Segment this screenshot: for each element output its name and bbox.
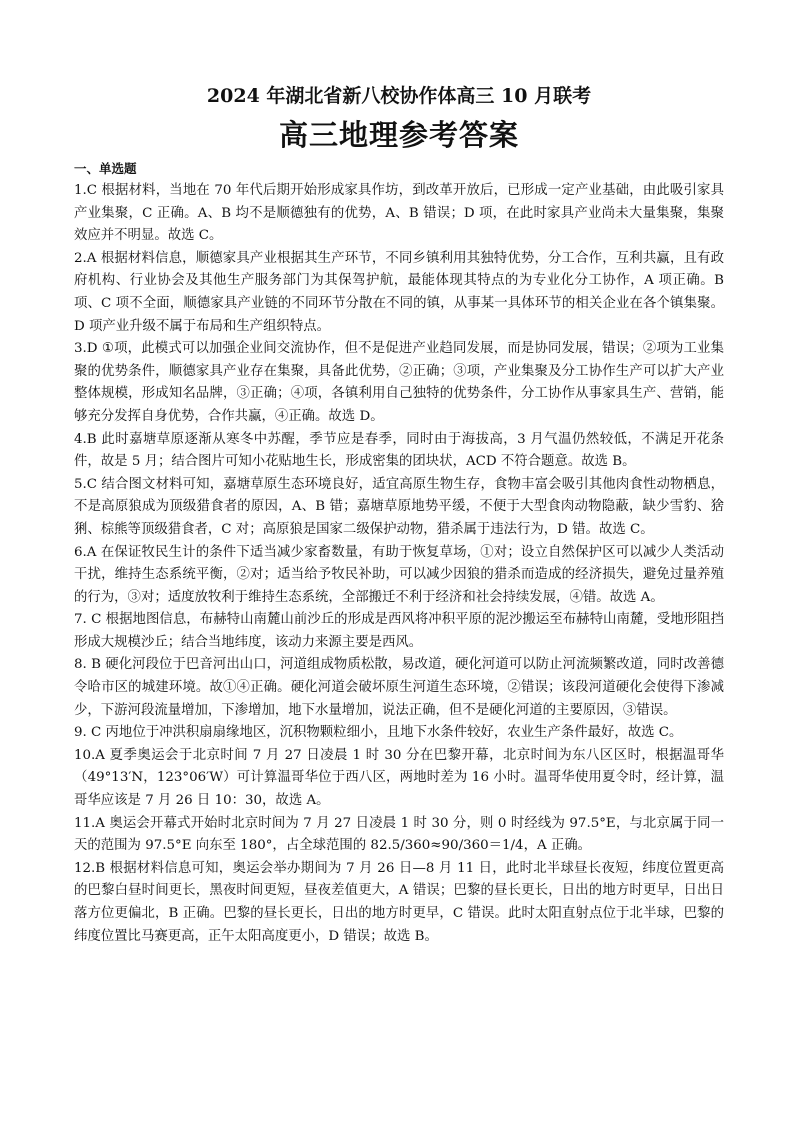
answer-item-11: 11.A 奥运会开幕式开始时北京时间为 7 月 27 日凌晨 1 时 30 分，则 0 时经线为 97.5°E，与北京属于同一天的范围为 97.5°E 向东至 180°，占全球范围的 82.5/360≈90/360＝1/4，A 正确。: [74, 815, 724, 854]
answer-item-9: 9. C 丙地位于冲洪积扇扇缘地区，沉积物颗粒细小，且地下水条件较好，农业生产条件最好，故选 C。: [74, 725, 683, 741]
answer-document: [74, 82, 724, 948]
answer-item-6: 6.A 在保证牧民生计的条件下适当减少家畜数量，有助于恢复草场，①对；设立自然保护区可以减少人类活动干扰，维持生态系统平衡，②对；适当给予牧民补助，可以减少因狼的猎杀而造成的经济损失，避免过量养殖的行为，③对；适度放牧利于维持生态系统，全部搬迁不利于经济和社会持续发展，④错。故选 A。: [74, 544, 724, 605]
exam-title: 2024 年湖北省新八校协作体高三 10 月联考: [206, 85, 592, 107]
answer-item-2: 2.A 根据材料信息，顺德家具产业根据其生产环节，不同乡镇利用其独特优势，分工合作，互利共赢，且有政府机构、行业协会及其他生产服务部门为其保驾护航，最能体现其特点的为专业化分工协作，A 项正确。B 项、C 项不全面，顺德家具产业链的不同环节分散在不同的镇，从事某一具体环节的相关企业在各个镇集聚。D 项产业升级不属于布局和生产组织特点。: [74, 250, 724, 334]
answer-item-10: 10.A 夏季奥运会于北京时间 7 月 27 日凌晨 1 时 30 分在巴黎开幕，北京时间为东八区区时，根据温哥华（49°13′N，123°06′W）可计算温哥华位于西八区，两地时差为 16 小时。温哥华使用夏令时，经计算，温哥华应该是 7 月 26 日 10：30，故选 A。: [74, 747, 724, 809]
section-heading: 一、单选题: [74, 161, 137, 176]
answer-item-3: 3.D ①项，此模式可以加强企业间交流协作，但不是促进产业趋同发展，而是协同发展，错误；②项为工业集聚的优势条件，顺德家具产业存在集聚，具备此优势，②正确；③项，产业集聚及分工协作生产可以扩大产业整体规模，形成知名品牌，③正确；④项，各镇利用自己独特的优势条件，分工协作从事家具生产、营销，能够充分发挥自身优势，合作共赢，④正确。故选 D。: [74, 341, 724, 424]
document-title: 高三地理参考答案: [278, 118, 519, 152]
answer-item-5: 5.C 结合图文材料可知，嘉塘草原生态环境良好，适宜高原生物生存，食物丰富会吸引其他肉食性动物栖息，不是高原狼成为顶级猎食者的原因，A、B 错；嘉塘草原地势平缓，不便于大型食肉动物隐蔽，缺少雪豹、猞猁、棕熊等顶级猎食者，C 对；高原狼是国家二级保护动物，猎杀属于违法行为，D 错。故选 C。: [74, 476, 724, 537]
answer-item-12: 12.B 根据材料信息可知，奥运会举办期间为 7 月 26 日—8 月 11 日，此时北半球昼长夜短，纬度位置更高的巴黎白昼时间更长，黑夜时间更短，昼夜差值更大，A 错误；巴黎的昼长更长，日出的地方时更早，日出日落方位更偏北，B 正确。巴黎的昼长更长，日出的地方时更早，C 错误。此时太阳直射点位于北半球，巴黎的纬度位置比马赛更高，正午太阳高度更小，D 错误；故选 B。: [74, 860, 724, 944]
answer-item-8: 8. B 硬化河段位于巴音河出山口，河道组成物质松散，易改道，硬化河道可以防止河流频繁改道，同时改善德令哈市区的城建环境。故①④正确。硬化河道会破坏原生河道生态环境，②错误；该段河道硬化会使得下渗减少，下游河段流量增加，下渗增加，地下水量增加，说法正确，但不是硬化河道的主要原因，③错误。: [74, 657, 724, 718]
answer-item-1: 1.C 根据材料，当地在 70 年代后期开始形成家具作坊，到改革开放后，已形成一定产业基础，由此吸引家具产业集聚，C 正确。A、B 均不是顺德独有的优势，A、B 错误；D 项，在此时家具产业尚未大量集聚，集聚效应并不明显。故选 C。: [74, 183, 724, 244]
answer-item-4: 4.B 此时嘉塘草原逐渐从寒冬中苏醒，季节应是春季，同时由于海拔高，3 月气温仍然较低，不满足开花条件，故是 5 月；结合图片可知小花贴地生长，形成密集的团块状，ACD 不符合题意。故选 B。: [74, 431, 724, 470]
answer-item-7: 7. C 根据地图信息，布赫特山南麓山前沙丘的形成是西风将冲积平原的泥沙搬运至布赫特山南麓，受地形阻挡形成大规模沙丘；结合当地纬度，该动力来源主要是西风。: [74, 612, 724, 650]
